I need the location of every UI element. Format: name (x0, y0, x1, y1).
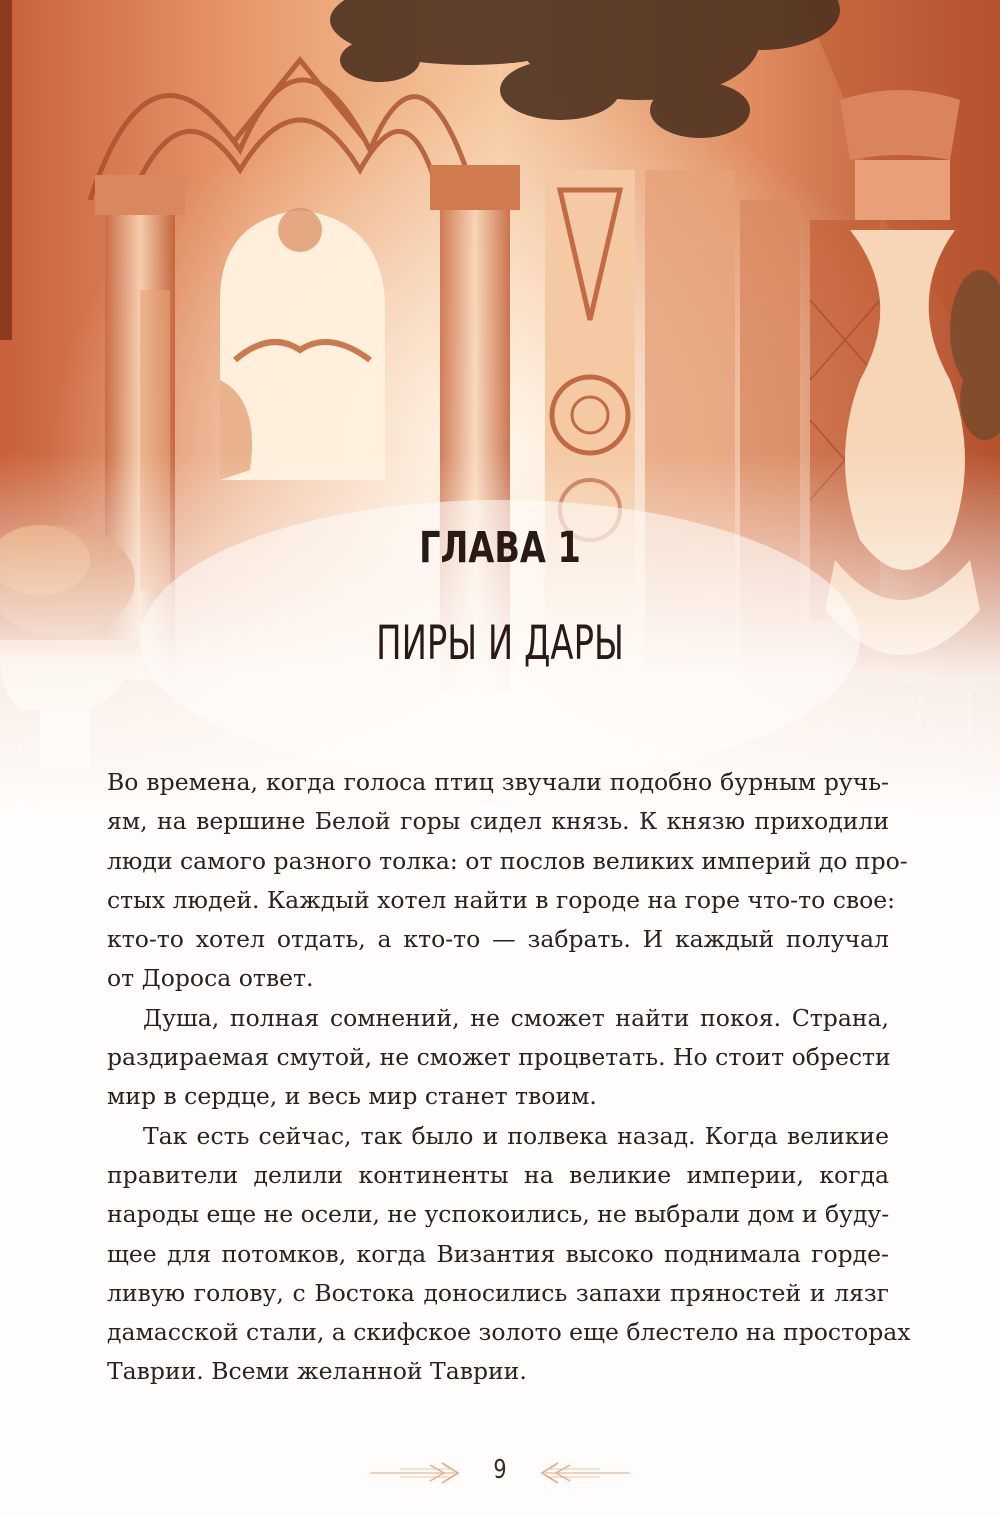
text-line: Таврии. Всеми желанной Таврии. (107, 1357, 527, 1386)
text-line: мир в сердце, и весь мир станет твоим. (107, 1082, 597, 1111)
text-line: раздираемая смутой, не сможет процветать. Но стоит обрести (107, 1043, 891, 1072)
paragraph-3 (107, 1117, 911, 1392)
text-line: щее для потомков, когда Византия высоко поднимала горде- (107, 1239, 889, 1268)
page-footer (0, 1455, 1000, 1491)
page-number: 9 (493, 1455, 507, 1485)
text-line: ливую голову, с Востока доносились запахи пряностей и лязг (107, 1278, 889, 1307)
chapter-number: ГЛАВА 1 (419, 523, 581, 573)
paragraph-2 (107, 999, 889, 1117)
text-line: Так есть сейчас, так было и полвека назад. Когда великие (143, 1121, 889, 1150)
text-line: дамасской стали, а скифское золото еще блестело на просторах (107, 1318, 911, 1347)
right-arrow-ornament-icon (530, 1461, 630, 1485)
chapter-title: ПИРЫ И ДАРЫ (376, 616, 624, 671)
text-line: Во времена, когда голоса птиц звучали подобно бурным ручь- (107, 768, 889, 796)
text-line: от Дороса ответ. (107, 964, 314, 993)
text-line: народы еще не осели, не успокоились, не выбрали дом и буду- (107, 1200, 890, 1229)
text-line: кто-то хотел отдать, а кто-то — забрать. И каждый получал (107, 925, 889, 954)
text-line: ям, на вершине Белой горы сидел князь. К князю приходили (107, 807, 889, 836)
text-line: люди самого разного толка: от послов великих империй до про- (107, 846, 908, 875)
chapter-body (107, 763, 911, 1392)
paragraph-1 (107, 763, 908, 999)
text-line: Душа, полная сомнений, не сможет найти покоя. Страна, (143, 1003, 889, 1032)
text-line: правители делили континенты на великие империи, когда (107, 1160, 889, 1189)
text-line: стых людей. Каждый хотел найти в городе на горе что-то свое: (107, 885, 896, 914)
